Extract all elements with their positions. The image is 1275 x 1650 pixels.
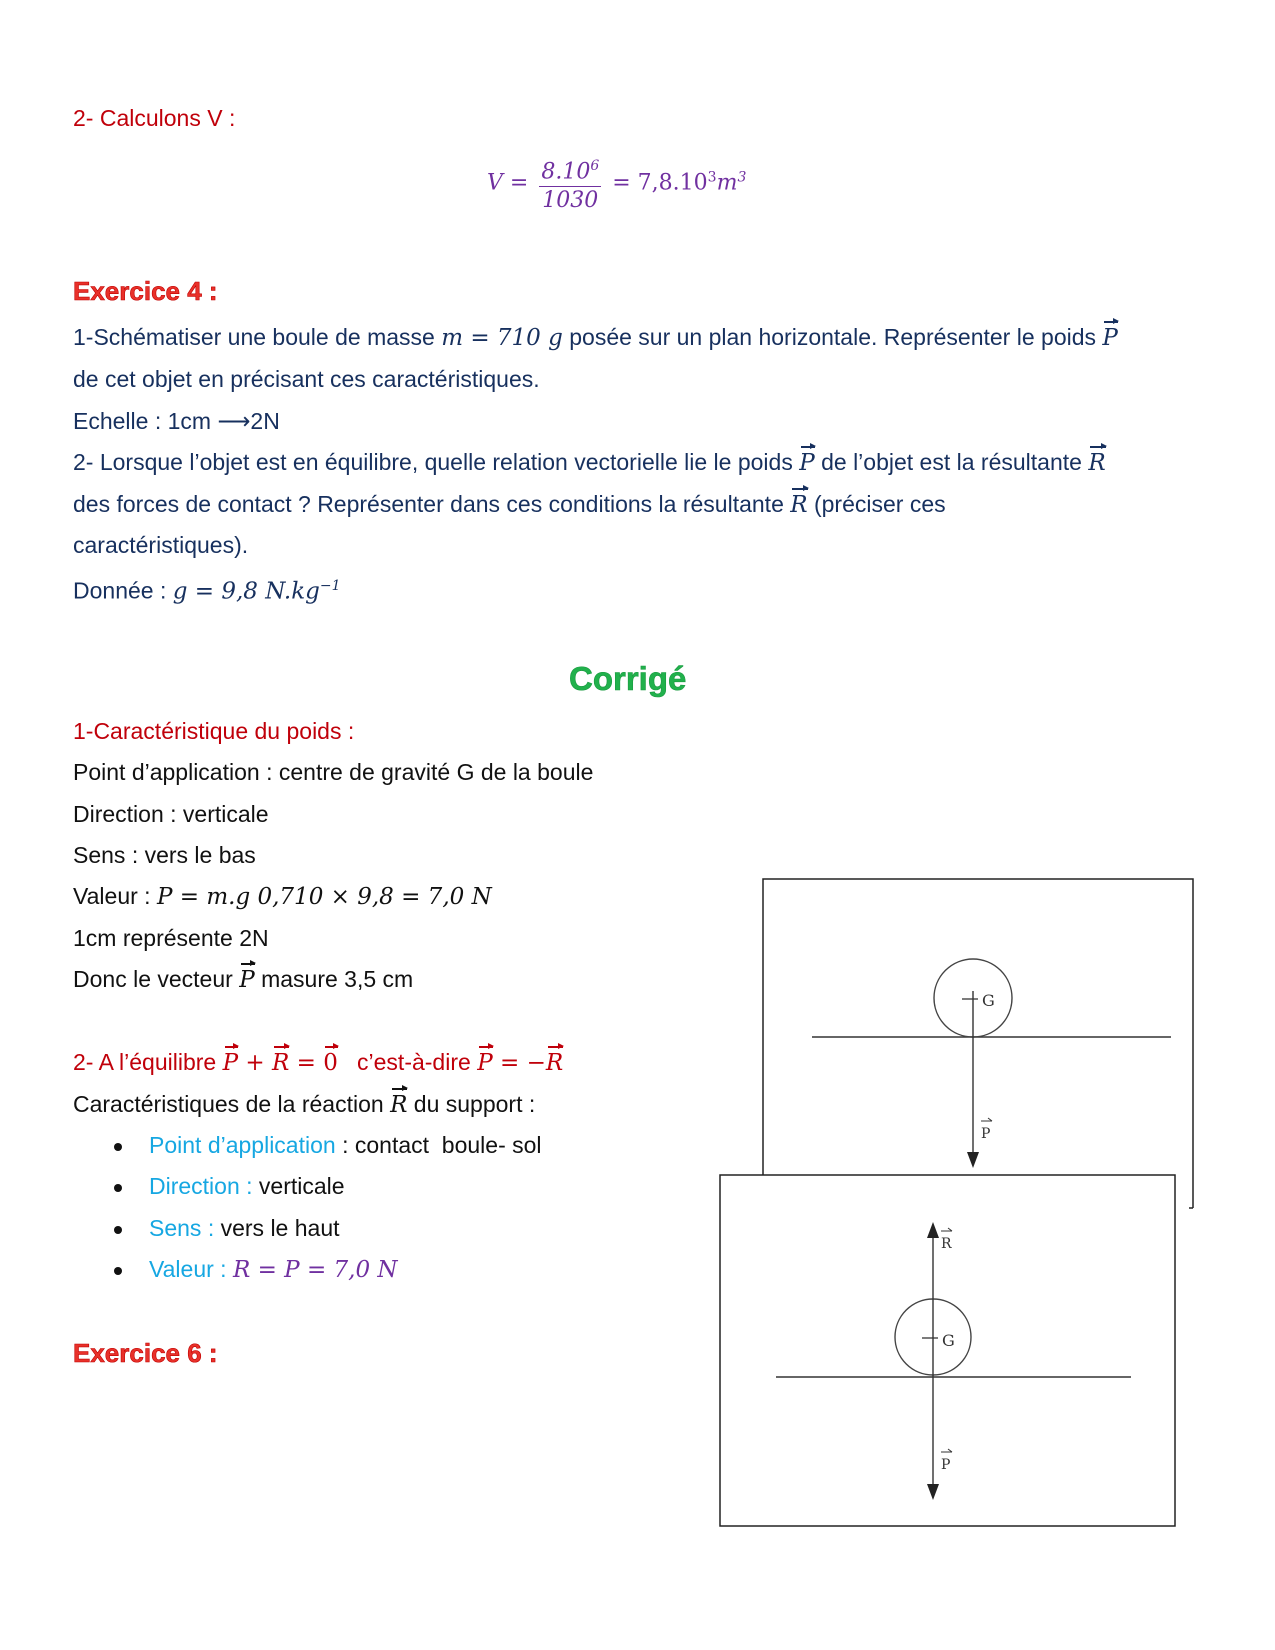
echelle-note: 1cm représente 2N [73,925,269,951]
weight-arrowhead [967,1152,979,1168]
equilibrium-equation: P + R = 0 [222,1050,338,1076]
formula-fraction: $\frac{8.10^6}{1030}$ [539,152,601,215]
label-p: P [941,1457,951,1473]
list-item: Direction : verticale [149,1173,345,1199]
ex4-line-5: des forces de contact ? Représenter dans ces conditions la résultante R (préciser ces [73,491,946,518]
figure-weight-diagram [762,878,1195,1210]
reaction-heading: Caractéristiques de la réaction R du support : [73,1091,536,1118]
ex4-line-3: Echelle : 1cm ⟶2N [73,408,280,434]
bullet-dot [114,1184,122,1192]
ex4-line-7: Donnée : g = 9,8 $N.kg^{-1}$ [73,577,341,605]
volume-formula: V = $\frac{8.10^6}{1030}$ = $7,8.10^3m^3$ [487,152,746,215]
figure-equilibrium-diagram [719,1174,1176,1528]
calcul-v-heading: 2- Calculons V : [73,105,236,131]
bullet-dot [114,1143,122,1151]
list-item: Valeur : R = P = 7,0 N [149,1256,398,1283]
ex4-line-1: 1-Schématiser une boule de masse m = 710 g posée sur un plan horizontale. Représenter le poids P [73,324,1118,351]
caract-point: Point d’application : centre de gravité G de la boule [73,759,594,785]
vector-length-note: Donc le vecteur P masure 3,5 cm [73,966,414,993]
ex4-line-6: caractéristiques). [73,532,249,558]
exercice-4-title: Exercice 4 : [73,276,218,306]
exercice-6-title: Exercice 6 : [73,1338,218,1368]
list-item: Point d’application : contact boule- sol [149,1132,542,1158]
ex4-line-4: 2- Lorsque l’objet est en équilibre, quelle relation vectorielle lie le poids P de l’objet est la résultante R [73,449,1106,476]
corrige-sub-1: 1-Caractéristique du poids : [73,718,355,744]
figure-frame [763,879,1193,1208]
caract-direction: Direction : verticale [73,801,269,827]
caract-sens: Sens : vers le bas [73,842,256,868]
equilibrium-equation-2: P = −R [477,1050,564,1076]
bullet-dot [114,1267,122,1275]
ex4-line-2: de cet objet en précisant ces caractéristiques. [73,366,540,392]
label-r: R [941,1236,952,1252]
bullet-dot [114,1226,122,1234]
corrige-title: Corrigé [569,660,687,697]
figure-frame [720,1175,1175,1526]
label-g: G [942,1331,955,1350]
label-g: G [982,991,995,1010]
list-item: Sens : vers le haut [149,1215,340,1241]
label-p: P [981,1126,991,1142]
caract-valeur: Valeur : P = m.g 0,710 × 9,8 = 7,0 N [73,883,492,910]
corrige-sub-2: 2- A l’équilibre P + R = 0 c’est-à-dire P = −R [73,1049,564,1076]
